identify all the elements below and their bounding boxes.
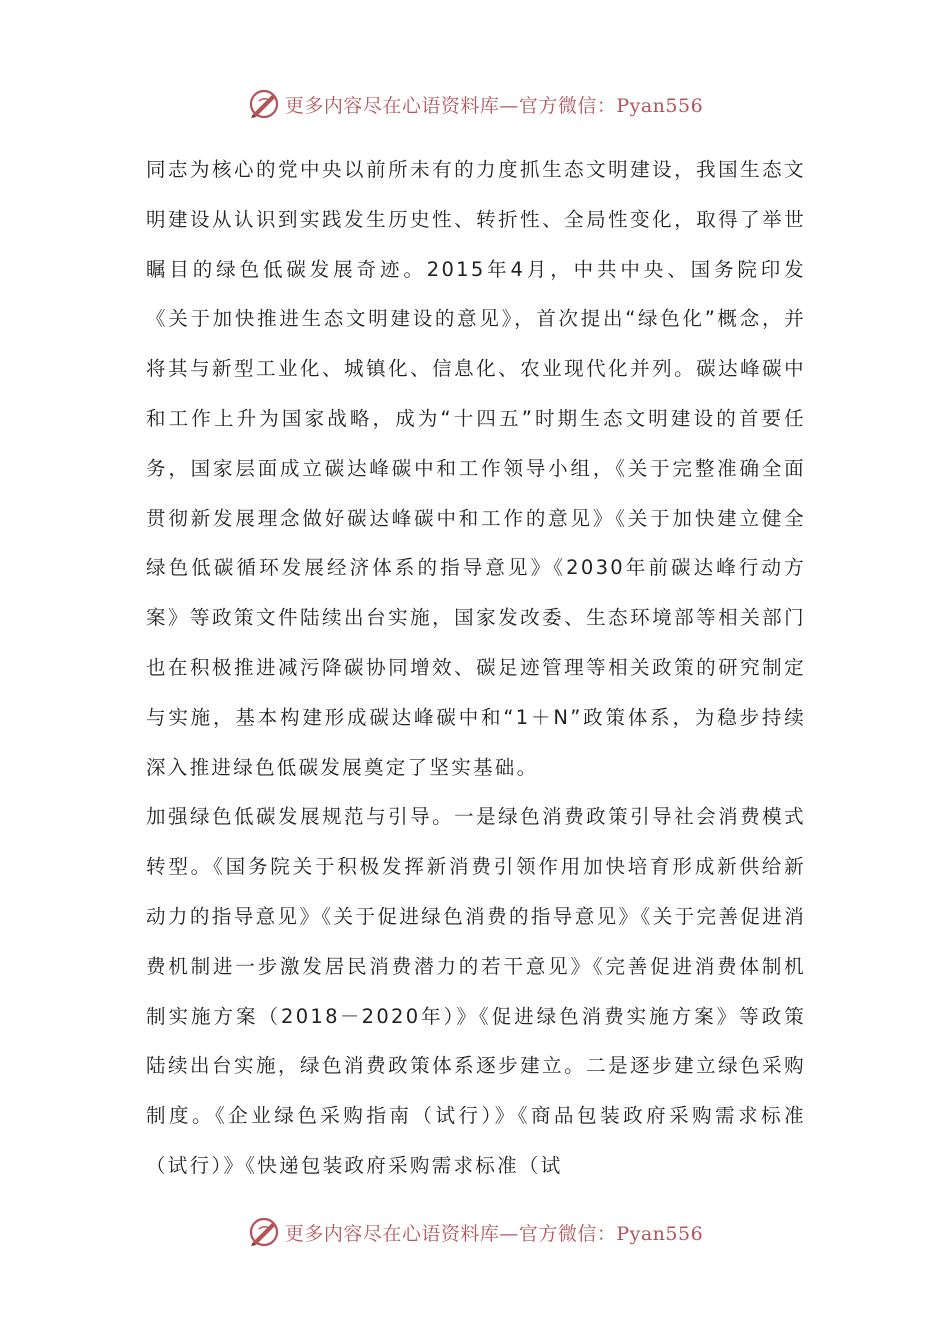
footer-watermark-text: 更多内容尽在心语资料库—官方微信：Pyan556 <box>284 1222 704 1245</box>
header-watermark-text: 更多内容尽在心语资料库—官方微信：Pyan556 <box>284 94 704 117</box>
body-paragraph-2: 加强绿色低碳发展规范与引导。一是绿色消费政策引导社会消费模式转型。《国务院关于积极发挥新消费引领作用加快培育形成新供给新动力的指导意见》《关于促进绿色消费的指导意见》《关于完善促进消费机制进一步激发居民消费潜力的若干意见》《完善促进消费体制机制实施方案（2018－2020年）》《促进绿色消费实施方案》等政策陆续出台实施，绿色消费政策体系逐步建立。二是逐步建立绿色采购制度。《企业绿色采购指南（试行）》《商品包装政府采购需求标准（试行）》《快递包装政府采购需求标准（试 <box>146 805 806 1177</box>
pen-in-circle-logo-icon <box>247 87 281 121</box>
body-paragraph-1: 同志为核心的党中央以前所未有的力度抓生态文明建设，我国生态文明建设从认识到实践发生历史性、转折性、全局性变化，取得了举世瞩目的绿色低碳发展奇迹。2015年4月，中共中央、国务院印发《关于加快推进生态文明建设的意见》，首次提出“绿色化”概念，并将其与新型工业化、城镇化、信息化、农业现代化并列。碳达峰碳中和工作上升为国家战略，成为“十四五”时期生态文明建设的首要任务，国家层面成立碳达峰碳中和工作领导小组，《关于完整准确全面贯彻新发展理念做好碳达峰碳中和工作的意见》《关于加快建立健全绿色低碳循环发展经济体系的指导意见》《2030年前碳达峰行动方案》等政策文件陆续出台实施，国家发改委、生态环境部等相关部门也在积极推进减污降碳协同增效、碳足迹管理等相关政策的研究制定与实施，基本构建形成碳达峰碳中和“1＋N”政策体系，为稳步持续深入推进绿色低碳发展奠定了坚实基础。 <box>146 158 806 779</box>
header-watermark-banner <box>0 84 950 124</box>
document-body <box>146 145 806 1191</box>
footer-watermark-banner <box>0 1212 950 1252</box>
pen-in-circle-logo-icon <box>247 1215 281 1249</box>
